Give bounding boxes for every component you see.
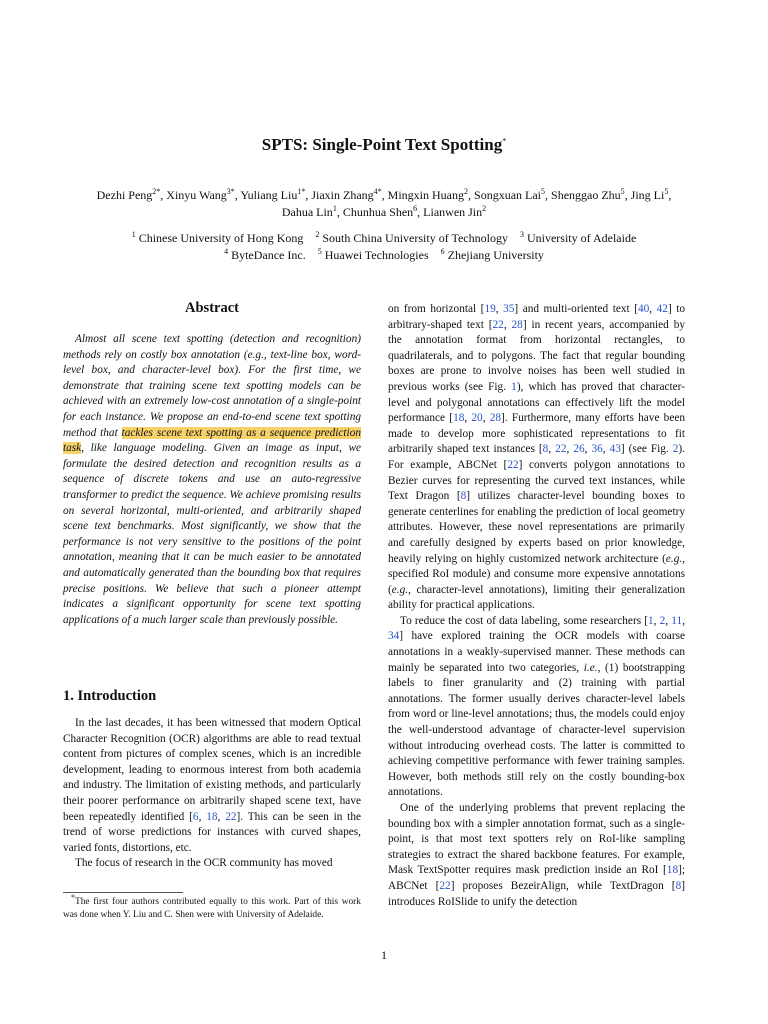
affiliation-row	[50, 230, 718, 247]
citation-link[interactable]: 8	[460, 490, 467, 503]
citation-link[interactable]: 28	[511, 318, 523, 331]
footnote-rule	[63, 892, 183, 893]
affiliation-row	[50, 247, 718, 264]
affiliation: $^4$ ByteDance Inc.	[224, 247, 306, 262]
citation-link[interactable]: 26	[573, 443, 585, 456]
figure-link[interactable]: 1	[511, 380, 517, 393]
citation-link[interactable]: 43	[609, 443, 621, 456]
citation-link[interactable]: 18	[206, 810, 218, 823]
citation-link[interactable]: 20	[471, 412, 483, 425]
citation-link[interactable]: 2	[659, 614, 666, 627]
abstract-heading: Abstract	[185, 300, 239, 316]
author-affiliation-mark: 5	[664, 187, 669, 196]
author-affiliation-mark: 6	[413, 204, 418, 213]
author-affiliation-mark: 5	[620, 187, 625, 196]
citation-link[interactable]: 18	[666, 864, 679, 877]
citation-link[interactable]: 22	[555, 443, 567, 456]
abstract-text: , like language modeling. Given an image as input, we formulate the desired detection and recognition results as a sequence of discrete tokens and use an auto-regressive transformer to predict the sequence. We achieve promising results on several horizontal, multi-oriented, and arbitrarily shaped scene text benchmarks. Most significantly, we show that the performance is not very sensitive to the positions of the point annotation, meaning that it can be much easier to be annotated and automatically generated than the bounding box that requires precise positions. We believe that such a pioneer attempt indicates a significant opportunity for scene text spotting applications of a much larger scale than previously possible.	[63, 442, 361, 626]
author-list: Dezhi Peng$^{2*}$, Xinyu Wang$^{3*}$, Yuliang Liu$^{1*}$, Jiaxin Zhang$^{4*}$, Mingxin Huang$^2$, Songxuan Lai$^5$, Shenggao Zhu$^5$, Jing Li$^5$, Dahua Lin$^1$, Chunhua Shen$^6$, Lianwen Jin$^2$	[96, 187, 672, 219]
citation-link[interactable]: 35	[503, 303, 515, 315]
citation-link[interactable]: 22	[507, 458, 519, 471]
author-affiliation-mark: 2	[464, 187, 469, 196]
citation-link[interactable]: 42	[656, 303, 668, 315]
citation-link[interactable]: 40	[637, 303, 650, 315]
paragraph: The focus of research in the OCR community has moved	[75, 857, 333, 870]
affiliation: $^1$ Chinese University of Hong Kong	[131, 230, 304, 245]
citation-link[interactable]: 1	[648, 614, 654, 627]
citation-link[interactable]: 8	[542, 443, 549, 456]
citation-link[interactable]: 19	[484, 303, 496, 315]
citation-link[interactable]: 28	[489, 412, 502, 425]
author-name: Jing Li	[630, 188, 665, 202]
affiliation: $^3$ University of Adelaide	[519, 230, 637, 245]
citation-link[interactable]: 18	[453, 412, 465, 425]
paper-title: SPTS: Single-Point Text Spotting*	[261, 135, 507, 154]
citation-link[interactable]: 22	[492, 318, 504, 331]
paragraph: To reduce the cost of data labeling, some researchers [1, 2, 11, 34] have explored training the OCR models with coarse annotations in a weakly-supervised manner. These methods can mainly be separated into two categories, i.e., (1) bootstrapping labels to finer granularity and (2) training with partial annotations. The former usually derives character-level labels from word or line-level annotations; thus, the models could enjoy the well-understood advantage of character-level supervision without introducing overhead costs. The latter is committed to achieving competitive performance with fewer training samples. However, both methods still rely on the costly bounding-box annotations.	[388, 614, 686, 799]
introduction-body	[63, 716, 361, 872]
page-number: 1	[381, 948, 387, 962]
author-affiliation-mark: 2	[482, 204, 487, 213]
author-name: Chunhua Shen	[342, 205, 414, 219]
author-affiliation-mark: 5	[541, 187, 546, 196]
author-affiliation-mark: 4*	[373, 187, 382, 196]
citation-link[interactable]: 6	[192, 810, 199, 823]
author-name: Dahua Lin	[281, 205, 333, 219]
paragraph: on from horizontal [19, 35] and multi-oriented text [40, 42] to arbitrary-shaped text [22, 28] in recent years, accompanied by the annotation format from horizontal rectangles, to quadrilaterals, and to polygons. The fact that regular bounding boxes are prone to involve noises has been well studied in previous works (see Fig. 1), which has proved that character-level and polygonal annotations can effectively lift the model performance [18, 20, 28]. Furthermore, many efforts have been made to develop more sophisticated representations to fit arbitrarily shaped text instances [8, 22, 26, 36, 43] (see Fig. 2). For example, ABCNet [22] converts polygon annotations to Bezier curves for representing the curved text instances, while Text Dragon [8] utilizes character-level bounding boxes to generate centerlines for enabling the prediction of local geometry attributes. However, these novel representations are primarily and carefully designed by experts based on prior knowledge, heavily relying on highly customized network architecture (e.g., specified RoI module) and consume more expensive annotations (e.g., character-level annotations), limiting their generalization ability for practical applications.	[388, 303, 686, 612]
affiliation: $^5$ Huawei Technologies	[317, 247, 429, 262]
footnote: *The first four authors contributed equally to this work. Part of this work was done when Y. Liu and C. Shen were with University of Adelaide.	[63, 892, 361, 920]
author-name: Mingxin Huang	[387, 188, 465, 202]
paragraph: In the last decades, it has been witnessed that modern Optical Character Recognition (OCR) algorithms are able to read textual content from pictures of complex scenes, which is an incredible development, leading to enormous interest from both academia and industry. The limitation of existing methods, and particularly their poorer performance on arbitrarily shaped scene text, have been repeatedly identified [6, 18, 22]. This can be seen in the trend of worse predictions for instances with curved shapes, varied fonts, distortions, etc.	[63, 717, 361, 854]
affiliation: $^2$ South China University of Technology	[315, 230, 508, 245]
author-name: Lianwen Jin	[423, 205, 483, 219]
author-affiliation-mark: 1*	[297, 187, 306, 196]
author-affiliation-mark: 2*	[152, 187, 161, 196]
author-name: Songxuan Lai	[474, 188, 542, 202]
abstract-body	[63, 332, 361, 628]
citation-link[interactable]: 36	[591, 443, 603, 456]
citation-link[interactable]: 8	[675, 879, 682, 892]
highlighted-text: tackles scene text spotting as a sequence prediction task	[63, 426, 361, 455]
author-name: Jiaxin Zhang	[311, 188, 374, 202]
author-name: Yuliang Liu	[240, 188, 298, 202]
author-affiliation-mark: 3*	[226, 187, 235, 196]
citation-link[interactable]: 22	[225, 810, 237, 823]
right-column	[388, 302, 685, 910]
affiliation-list	[50, 230, 718, 264]
section-heading-introduction: 1. Introduction	[63, 688, 157, 704]
figure-link[interactable]: 2	[672, 443, 679, 456]
author-name: Dezhi Peng	[96, 188, 153, 202]
paragraph: One of the underlying problems that prevent replacing the bounding box with a simpler annotation format, such as a single-point, is that most text spotters rely on RoI-like sampling strategies to extract the shared backbone features. For example, Mask TextSpotter requires mask prediction inside an RoI [18]; ABCNet [22] proposes BezeirAlign, while TextDragon [8] introduces RoISlide to unify the detection	[388, 802, 685, 908]
citation-link[interactable]: 11	[671, 614, 683, 627]
abstract-text: Almost all scene text spotting (detection and recognition) methods rely on costly box annotation (e.g., text-line box, word-level box, and character-level box). For the first time, we demonstrate that training scene text spotting models can be achieved with an extremely low-cost annotation of a single-point for each instance. We propose an end-to-end scene text spotting method that	[63, 333, 361, 439]
citation-link[interactable]: 22	[439, 879, 451, 892]
affiliation: $^6$ Zhejiang University	[440, 247, 544, 262]
citation-link[interactable]: 34	[388, 630, 400, 643]
author-name: Shenggao Zhu	[551, 188, 621, 202]
author-affiliation-mark: 1	[332, 204, 337, 213]
author-name: Xinyu Wang	[166, 188, 227, 202]
